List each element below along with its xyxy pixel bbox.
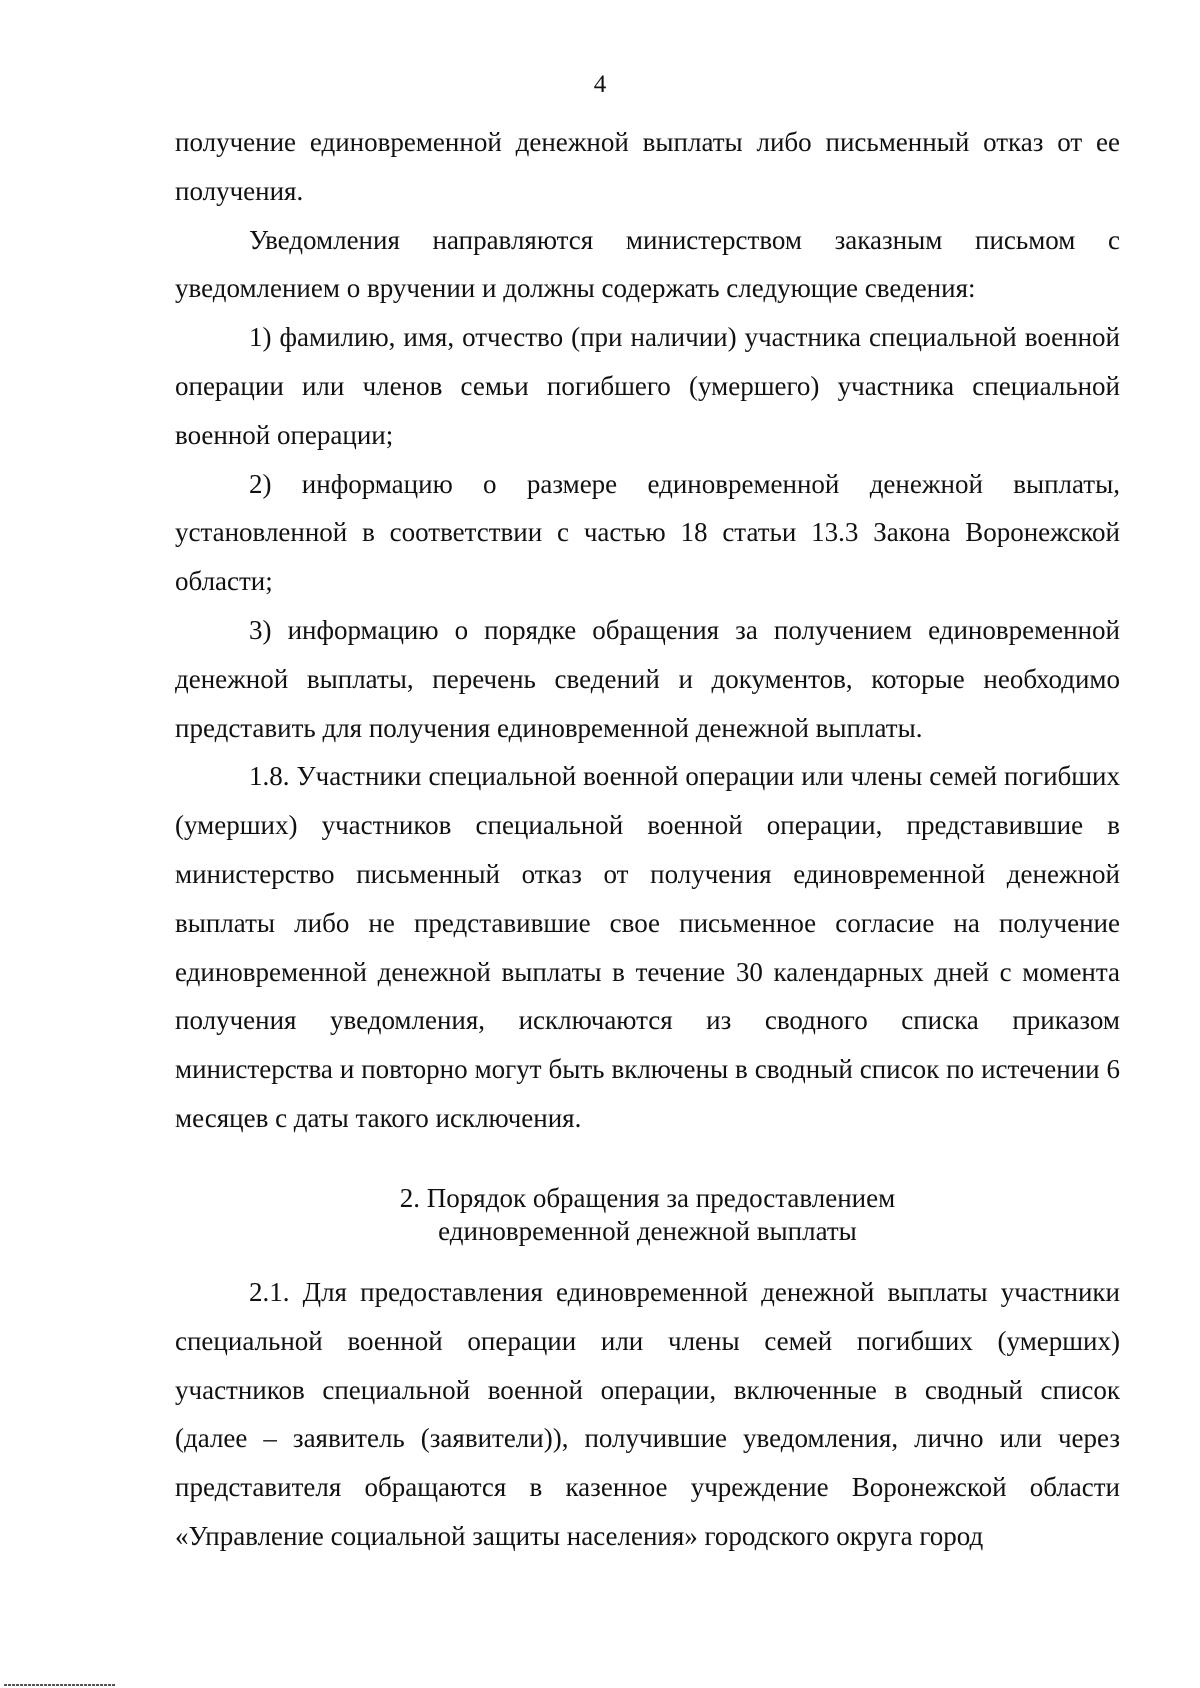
scan-edge-mark <box>4 1684 116 1686</box>
page-number: 4 <box>593 71 607 98</box>
paragraph-notifications: Уведомления направляются министерством заказным письмом с уведомлением о вручении и должны содержать следующие сведения: <box>175 224 1120 304</box>
paragraph-1-8: 1.8. Участники специальной военной операции или члены семей погибших (умерших) участников специальной военной операции, представившие в министерство письменный отказ от получения единовременной денежной выплаты либо не представившие свое письменное согласие на получение единовременной денежной выплаты в течение 30 календарных дней с момента получения уведомления, исключаются из сводного списка приказом министерства и повторно могут быть включены в сводный список по истечении 6 месяцев с даты такого исключения. <box>175 761 1120 1133</box>
body-text-top <box>175 118 1120 1143</box>
paragraph-item-1: 1) фамилию, имя, отчество (при наличии) участника специальной военной операции или членов семьи погибшего (умершего) участника специальной военной операции; <box>175 322 1120 450</box>
section-heading-line-1: 2. Порядок обращения за предоставлением <box>399 1183 896 1213</box>
paragraph-item-3: 3) информацию о порядке обращения за получением единовременной денежной выплаты, перечень сведений и документов, которые необходимо представить для получения единовременной денежной выплаты. <box>175 614 1120 743</box>
paragraph-continuation: получение единовременной денежной выплаты либо письменный отказ от ее получения. <box>175 127 1120 206</box>
section-heading <box>175 1182 1120 1248</box>
paragraph-item-2: 2) информацию о размере единовременной денежной выплаты, установленной в соответствии с частью 18 статьи 13.3 Закона Воронежской области; <box>175 468 1120 597</box>
section-heading-line-2: единовременной денежной выплаты <box>438 1216 857 1246</box>
paragraph-2-1: 2.1. Для предоставления единовременной денежной выплаты участники специальной военной операции или члены семей погибших (умерших) участников специальной военной операции, включенные в сводный список (далее – заявитель (заявители)), получившие уведомления, лично или через представителя обращаются в казенное учреждение Воронежской области «Управление социальной защиты населения» городского округа город <box>175 1277 1120 1551</box>
body-text-bottom <box>175 1268 1120 1561</box>
